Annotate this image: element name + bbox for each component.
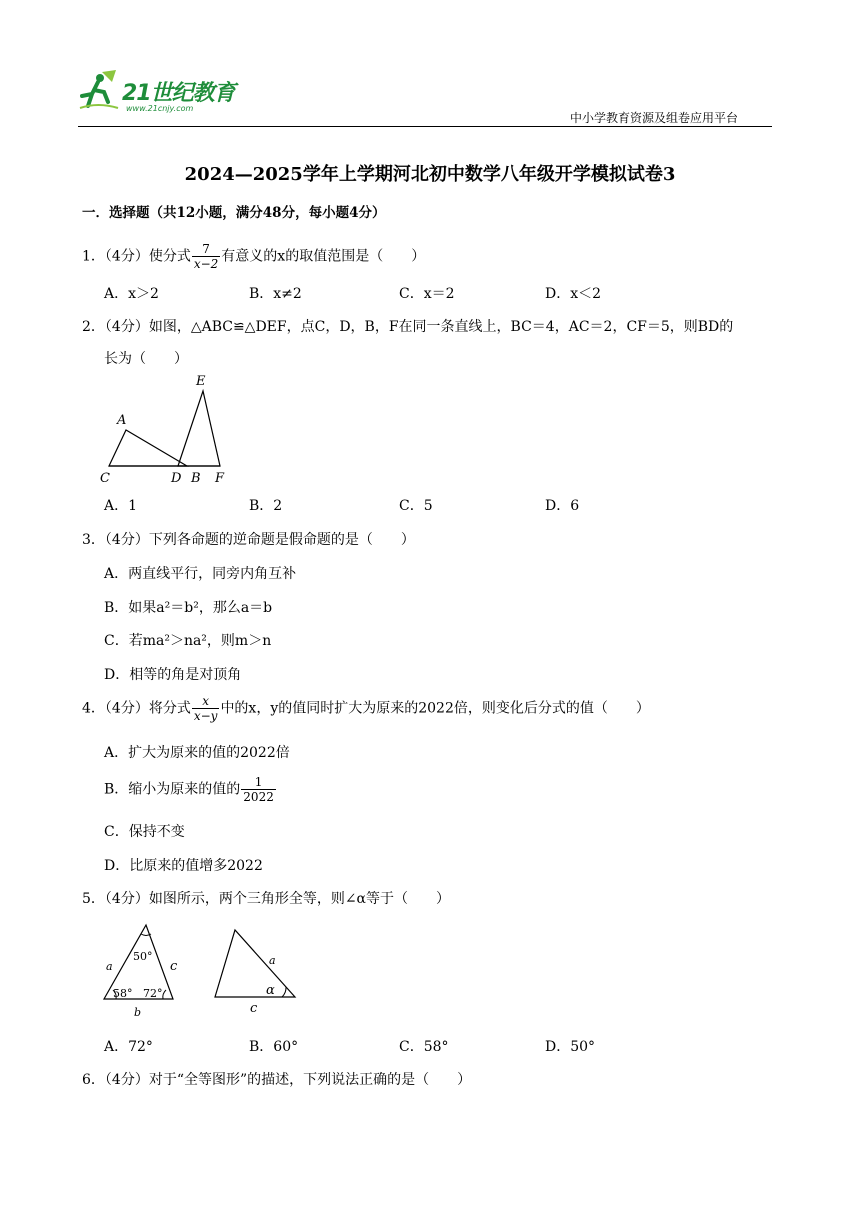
logo-text: 21世纪教育 [122, 81, 235, 106]
q1-fraction [192, 242, 220, 271]
q1-option-c: C．x＝2 [399, 286, 455, 302]
label-d: D [171, 471, 182, 486]
q2-option-c: C．5 [399, 498, 433, 514]
fig1-left-angle: 58° [113, 987, 133, 1000]
q1-option-b: B．x≠2 [249, 286, 302, 302]
q4-frac-den: x−y [193, 709, 218, 723]
triangle-def [178, 391, 220, 466]
fig2-angle-alpha: α [266, 983, 275, 998]
q5-option-d: D．50° [545, 1039, 596, 1055]
q5-option-a: A．72° [104, 1039, 153, 1055]
q1-frac-num: 7 [202, 242, 210, 256]
fig2-side-a: a [269, 954, 276, 967]
q1-option-d: D．x＜2 [545, 286, 602, 302]
q3-option-a: A．两直线平行，同旁内角互补 [104, 566, 297, 582]
q3-option-b: B．如果a²＝b²，那么a＝b [104, 600, 273, 616]
q1-prefix: 1．（4分）使分式 [82, 248, 191, 265]
question-2-line1: 2．（4分）如图，△ABC≌△DEF，点C，D，B，F在同一条直线上，BC＝4，AC＝2，CF＝5，则BD的 [82, 319, 734, 335]
q5-triangle-figure-1 [96, 918, 186, 1022]
q4-option-b-den: 2022 [243, 790, 274, 804]
q1-option-a: A．x＞2 [104, 286, 159, 302]
q4-option-b-fraction [241, 775, 276, 804]
q2-option-d: D．6 [545, 498, 580, 514]
label-a: A [117, 413, 127, 428]
question-2-line2: 长为（ ） [104, 351, 188, 367]
label-f: F [215, 471, 225, 486]
question-1 [82, 242, 425, 271]
fig2-side-c: c [250, 1001, 258, 1016]
q4-option-b [104, 775, 277, 804]
q2-option-a: A．1 [104, 498, 138, 514]
triangle-2 [215, 930, 295, 997]
q4-prefix: 4．（4分）将分式 [82, 700, 191, 717]
q4-option-a: A．扩大为原来的值的2022倍 [104, 745, 290, 761]
logo [78, 68, 258, 118]
q3-option-d: D．相等的角是对顶角 [104, 667, 242, 683]
q4-fraction [192, 694, 220, 723]
fig1-top-angle: 50° [133, 950, 153, 963]
platform-label: 中小学教育资源及组卷应用平台 [569, 111, 738, 125]
triangle-abc [109, 430, 187, 466]
question-5: 5．（4分）如图所示，两个三角形全等，则∠α等于（ ） [82, 891, 450, 907]
q5-triangle-figure-2 [206, 918, 302, 1022]
q2-option-b: B．2 [249, 498, 283, 514]
label-e: E [196, 374, 206, 389]
q2-triangle-figure [96, 370, 236, 488]
q4-option-b-text: B．缩小为原来的值的 [104, 781, 241, 798]
question-6: 6．（4分）对于“全等图形”的描述，下列说法正确的是（ ） [82, 1072, 472, 1088]
q1-suffix: 有意义的x的取值范围是（ ） [221, 248, 426, 265]
q3-option-c: C．若ma²＞na²，则m＞n [104, 633, 272, 649]
fig1-right-angle: 72° [143, 987, 163, 1000]
exam-title: 2024—2025学年上学期河北初中数学八年级开学模拟试卷3 [184, 164, 676, 185]
runner-logo-icon [78, 68, 122, 112]
section-heading: 一．选择题（共12小题，满分48分，每小题4分） [82, 205, 386, 221]
q5-option-b: B．60° [249, 1039, 299, 1055]
q4-option-b-num: 1 [254, 775, 263, 789]
label-c: C [100, 471, 110, 486]
q5-option-c: C．58° [399, 1039, 449, 1055]
q4-frac-num: x [202, 694, 210, 708]
logo-url: www.21cnjy.com [126, 104, 194, 113]
question-4 [82, 694, 650, 723]
fig1-side-a: a [106, 960, 113, 973]
header-divider [78, 126, 772, 127]
q4-option-c: C．保持不变 [104, 824, 185, 840]
question-3: 3．（4分）下列各命题的逆命题是假命题的是（ ） [82, 532, 415, 548]
label-b: B [191, 471, 201, 486]
q4-option-d: D．比原来的值增多2022 [104, 858, 263, 874]
fig1-side-b: b [134, 1006, 142, 1019]
q4-suffix: 中的x，y的值同时扩大为原来的2022倍，则变化后分式的值（ ） [220, 700, 650, 717]
fig1-side-c: c [170, 959, 178, 974]
q1-frac-den: x−2 [193, 257, 219, 271]
